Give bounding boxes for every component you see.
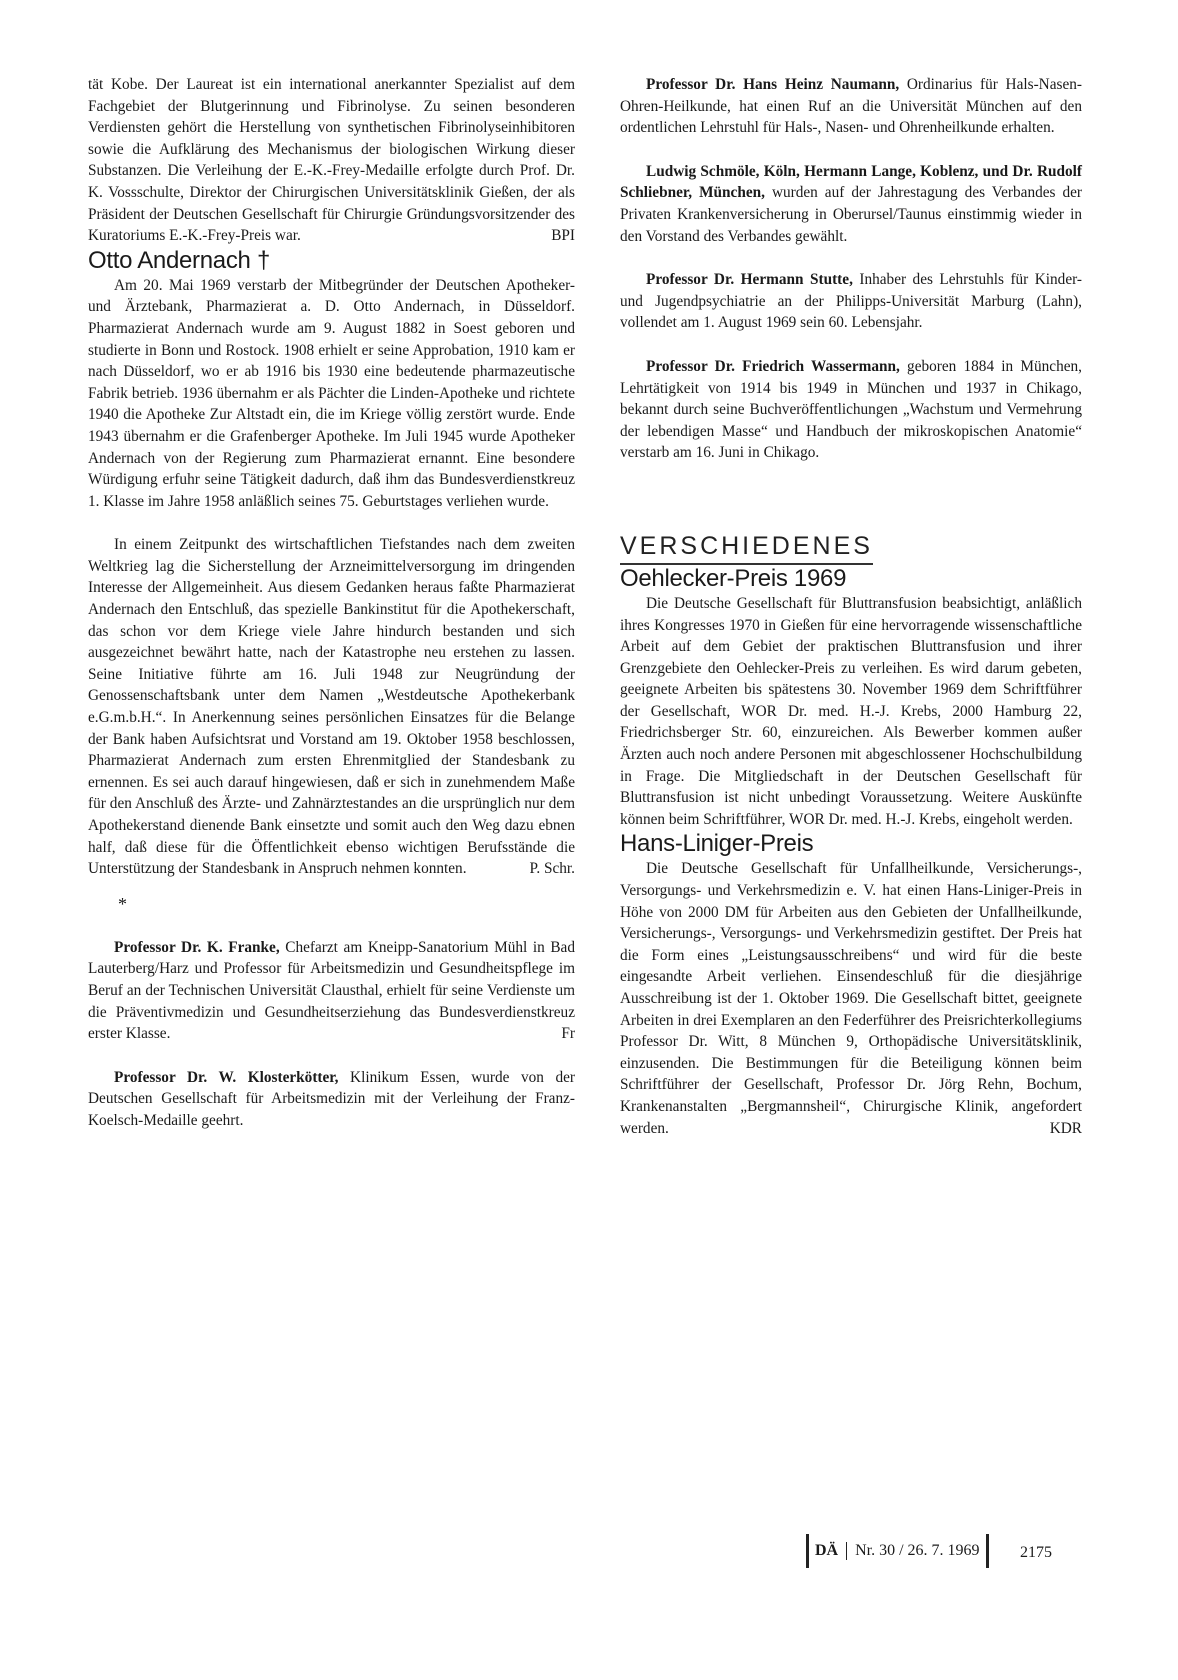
naumann-name: Professor Dr. Hans Heinz Naumann, (646, 76, 900, 93)
franke-paragraph (88, 937, 575, 1045)
andernach-paragraph-2-text: In einem Zeitpunkt des wirtschaftlichen Tiefstandes nach dem zweiten Weltkrieg lag die Sicherstellung der Arzneimittelversorgung im dringenden Interesse der Allgemeinheit. Aus diesem Gedanken heraus faßte Pharmazierat Andernach den Entschluß, das spezielle Bankinstitut für die Apothekerschaft, das schon vor dem Kriege viele Jahre hindurch bestanden und sich ausgezeichnet bewährt hatte, nach der Katastrophe neu erstehen zu lassen. Seine Initiative führte am 16. Juli 1948 zur Neugründung der Genossenschaftsbank unter dem Namen „Westdeutsche Apothekerbank e.G.m.b.H.“. In Anerkennung seines persönlichen Einsatzes für die Belange der Bank haben Aufsichtsrat und Vorstand am 19. Oktober 1958 beschlossen, Pharmazierat Andernach zum ersten Ehrenmitglied der Standesbank zu ernennen. Es sei auch darauf hingewiesen, daß er sich in zunehmendem Maße für den Anschluß des Ärzte- und Zahnärztestandes an die ursprünglich nur dem Apothekerstand dienende Bank einsetzte und somit auch den Weg dazu ebnen half, daß diese für die Öffentlichkeit ebenso wichtigen Berufsstände die Unterstützung der Standesbank in Anspruch nehmen konnten. (88, 536, 575, 878)
andernach-paragraph-1: Am 20. Mai 1969 verstarb der Mitbegründer der Deutschen Apotheker- und Ärztebank, Pharmazierat a. D. Otto Andernach, in Düsseldorf. Pharmazierat Andernach wurde am 9. August 1882 in Soest geboren und studierte in Bonn und Rostock. 1908 erhielt er seine Approbation, 1910 kam er nach Düsseldorf, wo er ab 1916 bis 1930 eine bedeutende pharmazeutische Fabrik betrieb. 1936 übernahm er als Pächter die Linden-Apotheke und richtete 1940 die Apotheke Zur Altstadt ein, die im Kriege völlig zerstört wurde. Ende 1943 übernahm er die Grafenberger Apotheke. Im Juli 1945 wurde Apotheker Andernach von der Regierung zum Pharmazierat ernannt. Eine besondere Würdigung erfuhr seine Tätigkeit dadurch, daß ihm das Bundesverdienstkreuz 1. Klasse im Jahre 1958 anläßlich seines 75. Geburtstages verliehen wurde. (88, 276, 575, 510)
wassermann-paragraph (620, 356, 1082, 464)
author-initials: P. Schr. (529, 860, 575, 878)
section-title-andernach: Otto Andernach † (88, 246, 270, 274)
klosterkoetter-paragraph (88, 1067, 575, 1132)
author-initials: Fr (561, 1025, 575, 1043)
andernach-paragraph-2 (88, 534, 575, 880)
naumann-paragraph (620, 74, 1082, 139)
page-footer (806, 1534, 1052, 1568)
stutte-text: Inhaber des Lehrstuhls für Kinder- und Jugendpsychiatrie an der Philipps-Universität Marburg (Lahn), vollendet am 1. August 1969 sein 60. Lebensjahr. (620, 271, 1083, 332)
section-title-hans-liniger: Hans-Liniger-Preis (620, 830, 814, 858)
author-initials: BPI (551, 227, 575, 245)
schmoele-text: wurden auf der Jahrestagung des Verbandes der Privaten Krankenversicherung in Oberursel/Taunus einstimmig wieder in den Vorstand des Verbandes gewählt. (620, 184, 1082, 245)
journal-logo: DÄ (815, 1542, 847, 1560)
section-heading-verschiedenes: VERSCHIEDENES (620, 532, 873, 565)
hans-liniger-text: Die Deutsche Gesellschaft für Unfallheilkunde, Versicherungs-, Versorgungs- und Verkehrsmedizin e. V. hat einen Hans-Liniger-Preis in Höhe von 2000 DM für Arbeiten aus den Gebieten der Unfallheilkunde, Versicherungs-, Versorgungs- und Verkehrsmedizin gestiftet. Der Preis hat die Form eines „Leistungsausschreibens“ und wird für die beste eingesandte Arbeit verliehen. Einsendeschluß für die diesjährige Ausschreibung ist der 1. Oktober 1969. Die Gesellschaft bittet, geeignete Arbeiten in drei Exemplaren an den Federführer des Preisrichterkollegiums Professor Dr. Witt, 8 München 9, Orthopädische Universitätsklinik, einzusenden. Die Bestimmungen für die Beteiligung können beim Schriftführer der Gesellschaft, Professor Dr. Jörg Rehn, Bochum, Krankenanstalten „Bergmannsheil“, Chirurgische Klinik, angefordert werden. (620, 860, 1082, 1137)
frey-medal-text: tät Kobe. Der Laureat ist ein international anerkannter Spezialist auf dem Fachgebiet der Blutgerinnung und Fibrinolyse. Zu seinen besonderen Verdiensten gehört die Herstellung von synthetischen Fibrinolyseinhibitoren sowie die Aufklärung des Mechanismus der biologischen Wirkung dieser Substanzen. Die Verleihung der E.-K.-Frey-Medaille erfolgte durch Prof. Dr. K. Vossschulte, Direktor der Chirurgischen Universitätsklinik Gießen, der als Präsident der Deutschen Gesellschaft für Chirurgie Gründungsvorsitzender des Kuratoriums E.-K.-Frey-Preis war. (88, 76, 575, 245)
issue-box (806, 1534, 989, 1568)
wassermann-name: Professor Dr. Friedrich Wassermann, (646, 357, 900, 375)
oehlecker-paragraph: Die Deutsche Gesellschaft für Bluttransfusion beabsichtigt, anläßlich ihres Kongresses 1970 in Gießen für eine hervorragende wissenschaftliche Arbeit auf dem Gebiet der praktischen Bluttransfusion und ihrer Grenzgebiete den Oehlecker-Preis zu verleihen. Es wird darum gebeten, geeignete Arbeiten bis spätestens 30. November 1969 dem Schriftführer der Gesellschaft, WOR Dr. med. H.-J. Krebs, 2000 Hamburg 22, Friedrichsberger Str. 60, einzureichen. Als Bewerber kommen außer Ärzten auch noch andere Personen mit abgeschlossener Hochschulbildung in Frage. Die Mitgliedschaft in der Deutschen Gesellschaft für Bluttransfusion ist nicht unbedingt Voraussetzung. Weitere Auskünfte können beim Schriftführer, WOR Dr. med. H.-J. Krebs, eingeholt werden. (620, 594, 1082, 828)
right-column (620, 74, 1082, 1139)
naumann-text: Ordinarius für Hals-Nasen-Ohren-Heilkunde, hat einen Ruf an die Universität München auf den ordentlichen Lehrstuhl für Hals-, Nasen- und Ohrenheilkunde erhalten. (620, 76, 1082, 137)
issue-number: Nr. 30 / 26. 7. 1969 (855, 1542, 980, 1559)
page-number: 2175 (1020, 1544, 1052, 1561)
author-initials: KDR (1049, 1119, 1082, 1137)
franke-text: Chefarzt am Kneipp-Sanatorium Mühl in Bad Lauterberg/Harz und Professor für Arbeitsmedizin und Gesundheitspflege im Beruf an der Technischen Universität Clausthal, erhielt für seine Verdienste um die Präventivmedizin und Gesundheitserziehung das Bundesverdienstkreuz erster Klasse. (88, 938, 575, 1043)
separator-star: * (118, 893, 127, 914)
schmoele-name: Ludwig Schmöle, Köln, Hermann Lange, Koblenz, und Dr. Rudolf Schliebner, München, (620, 162, 1082, 202)
stutte-paragraph (620, 269, 1082, 334)
left-column (88, 74, 575, 1132)
stutte-name: Professor Dr. Hermann Stutte, (646, 271, 853, 289)
frey-medal-paragraph (88, 74, 575, 247)
franke-name: Professor Dr. K. Franke, (114, 938, 280, 956)
wassermann-text: geboren 1884 in München, Lehrtätigkeit von 1914 bis 1949 in München und 1937 in Chikago, bekannt durch seine Buchveröffentlichungen „Wachstum und Vermehrung der lebendigen Masse“ und Handbuch der mikroskopischen Anatomie“ verstarb am 16. Juni in Chikago. (620, 357, 1082, 462)
hans-liniger-paragraph (620, 858, 1082, 1139)
klosterkoetter-name: Professor Dr. W. Klosterkötter, (114, 1068, 339, 1086)
schmoele-paragraph (620, 161, 1082, 247)
section-title-oehlecker: Oehlecker-Preis 1969 (620, 564, 847, 592)
klosterkoetter-text: Klinikum Essen, wurde von der Deutschen Gesellschaft für Arbeitsmedizin mit der Verleihung der Franz-Koelsch-Medaille geehrt. (88, 1068, 575, 1129)
